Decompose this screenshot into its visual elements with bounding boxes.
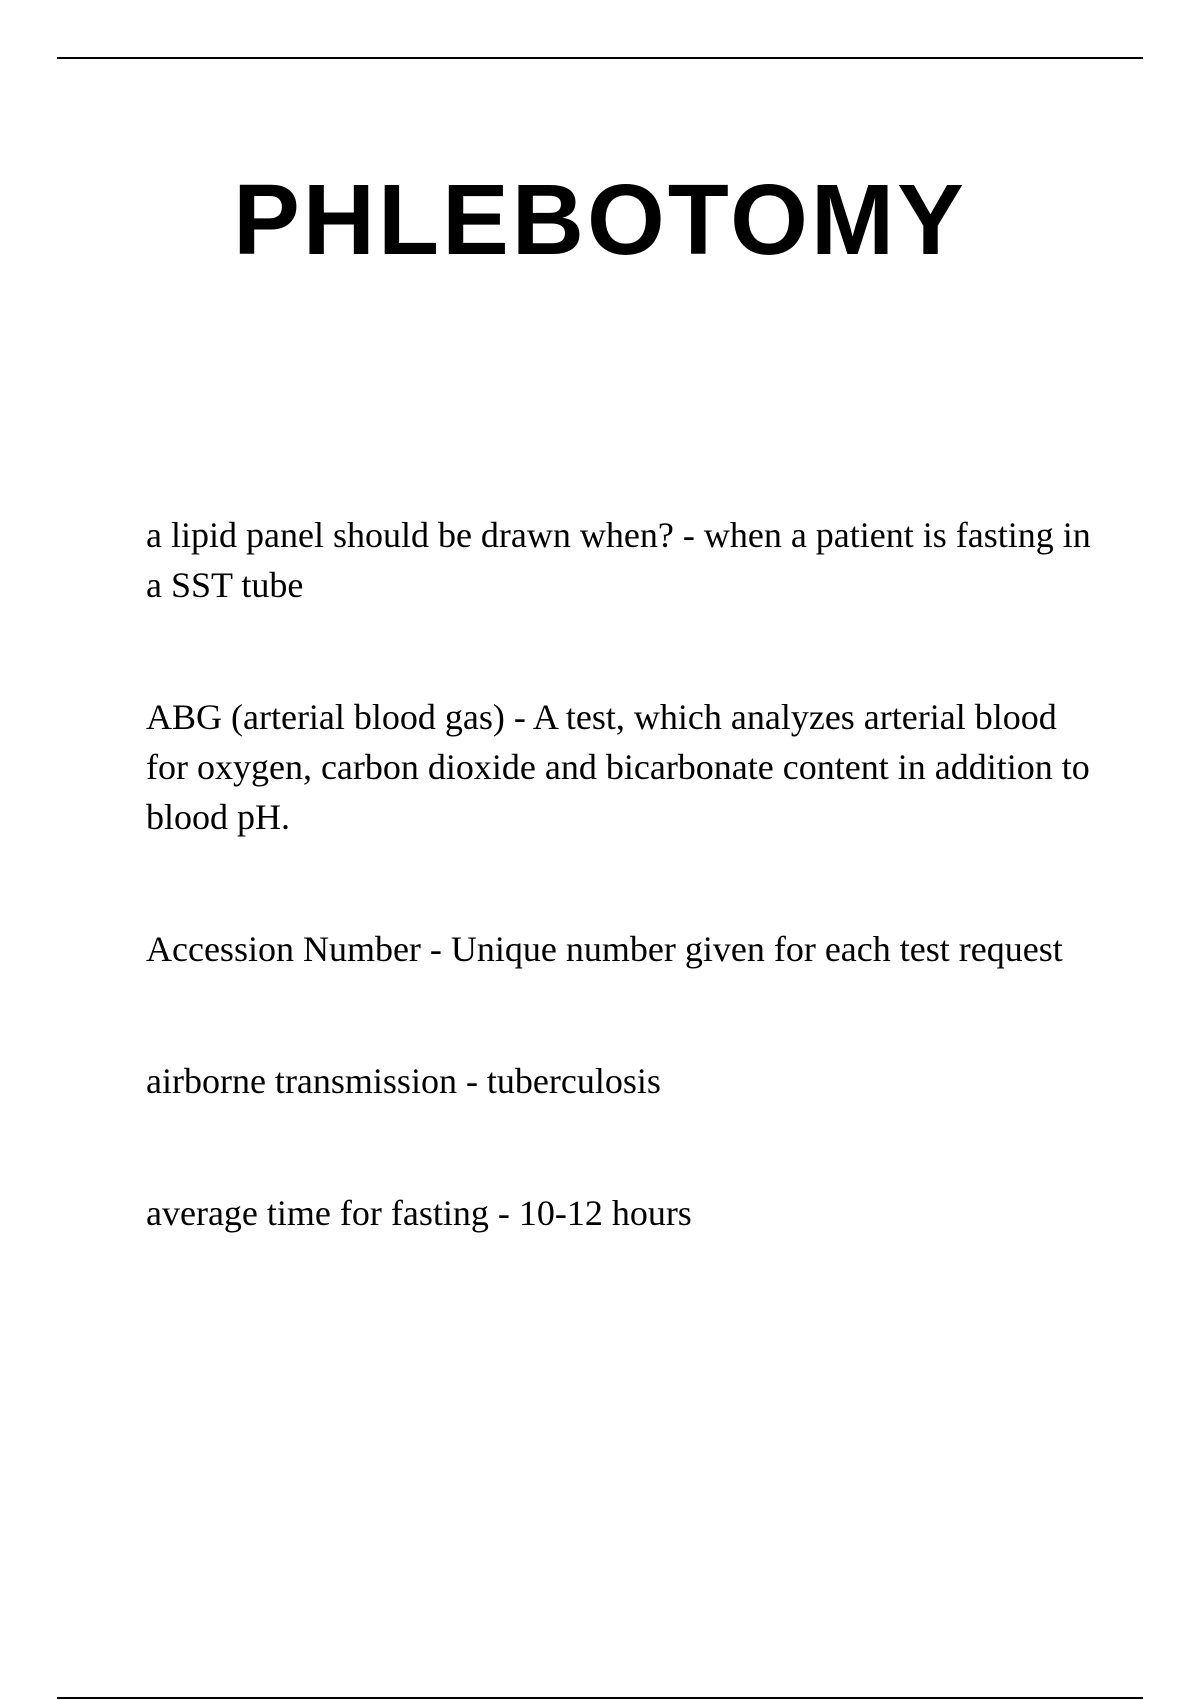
bottom-divider xyxy=(57,1697,1143,1699)
page-title: PHLEBOTOMY xyxy=(233,164,967,276)
flashcard-entry-airborne-transmission: airborne transmission - tuberculosis xyxy=(146,1061,661,1101)
flashcard-entry-accession-number: Accession Number - Unique number given for each test request xyxy=(146,929,1063,969)
flashcard-entry-abg: ABG (arterial blood gas) - A test, which analyzes arterial blood for oxygen, carbon dioxide and bicarbonate content in addition to blood pH. xyxy=(146,697,1090,837)
flashcard-list xyxy=(146,510,1096,1238)
top-divider xyxy=(57,57,1143,59)
flashcard-entry-fasting-time: average time for fasting - 10-12 hours xyxy=(146,1193,692,1233)
flashcard-entry-lipid-panel: a lipid panel should be drawn when? - when a patient is fasting in a SST tube xyxy=(146,515,1091,605)
